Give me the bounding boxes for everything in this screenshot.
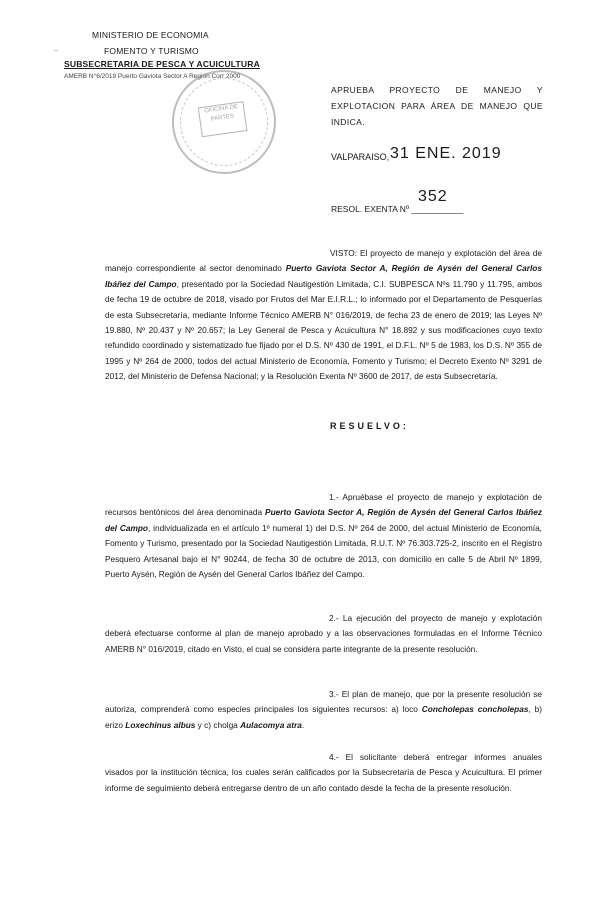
bullet-mark: ..	[54, 46, 58, 53]
resolution-label: RESOL. EXENTA Nº ___________	[331, 204, 464, 214]
article-3: 3.- El plan de manejo, que por la presente resolución se autoriza, comprenderá como especies principales los siguientes recursos: a) loco Concholepas concholepas, b) erizo Loxechinus albus y c) cholga Aulacomya atra.	[105, 689, 543, 730]
article-2: 2.- La ejecución del proyecto de manejo y explotación deberá efectuarse conforme al plan de manejo aprobado y a las observaciones formuladas en el Informe Técnico AMERB N° 016/2019, citado en Visto, el cual se considera parte integrante de la presente resolución.	[105, 613, 542, 654]
article-4: 4.- El solicitante deberá entregar informes anuales visados por la institución técnica, los cuales serán calificados por la Subsecretaría de Pesca y Acuicultura. El primer informe de seguimiento deberá entregarse dentro de un año contado desde la fecha de la presente resolución.	[105, 752, 542, 793]
date-stamp: 31 ENE. 2019	[390, 145, 502, 162]
stamp-label: OFICINA DE PARTES	[198, 101, 248, 137]
reference-line: AMERB N°6/2019 Puerto Gaviota Sector A Región Corr 2000	[64, 73, 241, 80]
visto-paragraph: VISTO: El proyecto de manejo y explotación del área de manejo correspondiente al sector denominado Puerto Gaviota Sector A, Región de Aysén del General Carlos Ibáñez del Campo, presentado por la Sociedad Nautigestión Limitada, C.I. SUBPESCA Nºs 11.790 y 11.795, ambos de fecha 19 de octubre de 2018, visado por Frutos del Mar E.I.R.L.; lo informado por el Departamento de Pesquerías de esta Subsecretaría, mediante Informe Técnico AMERB N° 016/2019, de fecha 23 de enero de 2019; las Leyes Nº 19.880, Nº 20.437 y Nº 20.657; la Ley General de Pesca y Acuicultura N° 18.892 y sus modificaciones cuyo texto refundido coordinado y sistematizado fue fijado por el D.S. Nº 430 de 1991, el D.F.L. Nº 5 de 1983, los D.S. Nº 355 de 1995 y Nº 264 de 2000, todos del actual Ministerio de Economía, Fomento y Turismo; el Decreto Exento Nº 3291 de 2012, del Ministerio de Defensa Nacional; y la Resolución Exenta Nº 3600 de 2017, de esta Subsecretaría.	[105, 248, 542, 382]
ministry-line: MINISTERIO DE ECONOMIA	[92, 30, 209, 40]
resolution-number: 352	[418, 188, 448, 205]
subject-text: APRUEBA PROYECTO DE MANEJO Y EXPLOTACION PARA ÁREA DE MANEJO QUE INDICA.	[331, 85, 543, 127]
resuelvo-heading: RESUELVO:	[330, 421, 409, 431]
article-1: 1.- Apruébase el proyecto de manejo y explotación de recursos bentónicos del área denominada Puerto Gaviota Sector A, Región de Aysén del General Carlos Ibáñez del Campo, individualizada en el artículo 1º numeral 1) del D.S. Nº 264 de 2000, del actual Ministerio de Economía, Fomento y Turismo, presentado por la Sociedad Nautigestión Limitada, R.U.T. Nº 76.303.725-2, inscrito en el Registro Pesquero Artesanal bajo el N° 90244, de fecha 30 de octubre de 2013, con domicilio en calle 5 de Abril Nº 1899, Puerto Aysén, Región de Aysén del General Carlos Ibáñez del Campo.	[105, 492, 542, 580]
place-label: VALPARAISO,	[331, 152, 390, 162]
subsecretaria-title: SUBSECRETARIA DE PESCA Y ACUICULTURA	[64, 59, 260, 69]
office-stamp	[165, 63, 282, 180]
ministry-line-2: FOMENTO Y TURISMO	[104, 46, 199, 56]
